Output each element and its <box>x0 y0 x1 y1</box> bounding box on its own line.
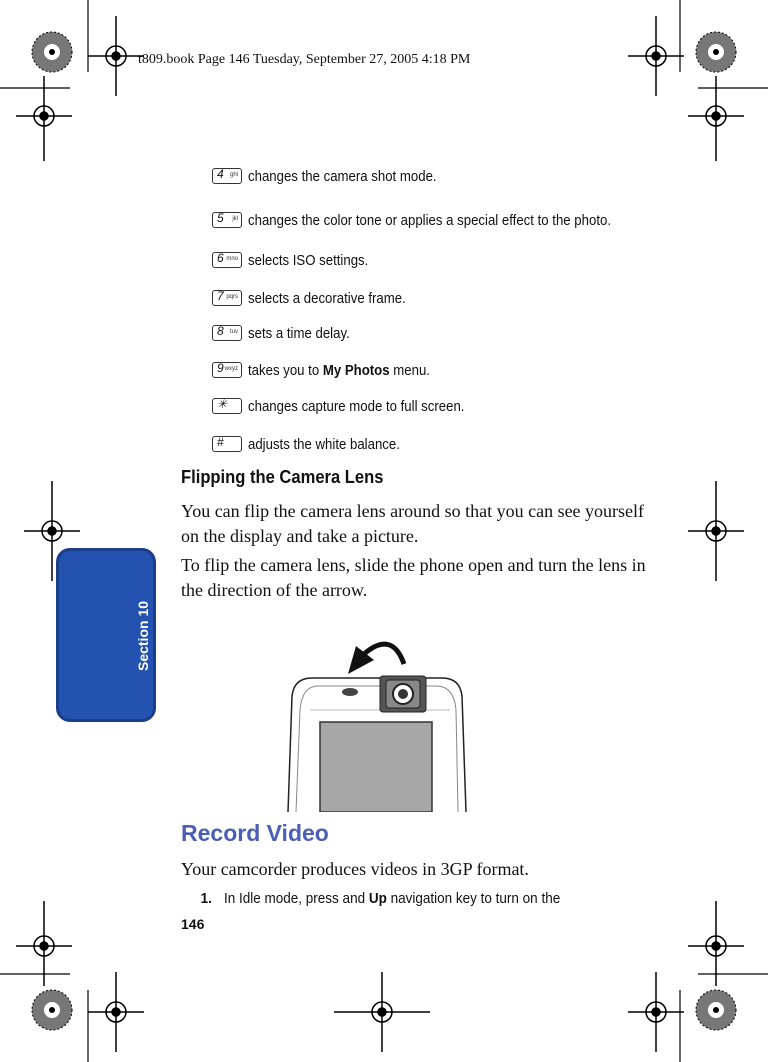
keypad-4-icon: 4 ghi <box>212 168 242 184</box>
step-1: 1. In Idle mode, press and Up navigation key to turn on the <box>200 890 561 907</box>
flip-heading: Flipping the Camera Lens <box>181 467 384 487</box>
keypad-9-icon: 9 wxyz <box>212 362 242 378</box>
keypad-hash-icon: # <box>212 436 242 452</box>
print-header: t809.book Page 146 Tuesday, September 27, 2005 4:18 PM <box>138 52 471 67</box>
keypad-5-icon: 5 jkl <box>212 212 242 228</box>
key-item-9 <box>212 360 455 380</box>
step-number: 1. <box>200 890 212 907</box>
keypad-8-icon: 8 tuv <box>212 325 242 341</box>
key-description: changes capture mode to full screen. <box>248 397 465 415</box>
camera-lens <box>380 676 426 712</box>
key-description: selects a decorative frame. <box>248 289 406 307</box>
keypad-7-icon: 7 pqrs <box>212 290 242 306</box>
page-number: 146 <box>181 916 205 932</box>
key-description: sets a time delay. <box>248 324 350 342</box>
key-description: changes the camera shot mode. <box>248 167 437 185</box>
flip-paragraph-1: You can flip the camera lens around so that you can see yourself on the display and take a picture. <box>181 501 645 546</box>
key-item-hash <box>212 434 421 454</box>
key-item-star <box>212 396 494 416</box>
rotate-arrow-icon <box>348 644 404 674</box>
key-description: adjusts the white balance. <box>248 435 400 453</box>
key-item-4 <box>212 166 462 186</box>
flip-paragraph-2: To flip the camera lens, slide the phone open and turn the lens in the direction of the arrow. <box>181 555 646 600</box>
key-description: selects ISO settings. <box>248 251 369 269</box>
my-photos-term: My Photos <box>322 361 390 379</box>
keypad-6-icon: 6 mno <box>212 252 242 268</box>
key-item-7 <box>212 288 427 308</box>
key-item-8 <box>212 323 364 343</box>
keypad-star-icon: ✳ <box>212 398 242 414</box>
key-description: takes you to My Photos menu. <box>248 361 430 379</box>
up-key-term: Up <box>368 890 387 907</box>
section-tab-label: Section 10 <box>135 600 151 672</box>
key-item-5 <box>212 210 661 230</box>
key-item-6 <box>212 250 385 270</box>
key-description: changes the color tone or applies a special effect to the photo. <box>248 211 611 229</box>
record-paragraph: Your camcorder produces videos in 3GP format. <box>181 859 529 879</box>
phone-illustration <box>282 640 472 812</box>
record-video-heading: Record Video <box>181 820 329 846</box>
